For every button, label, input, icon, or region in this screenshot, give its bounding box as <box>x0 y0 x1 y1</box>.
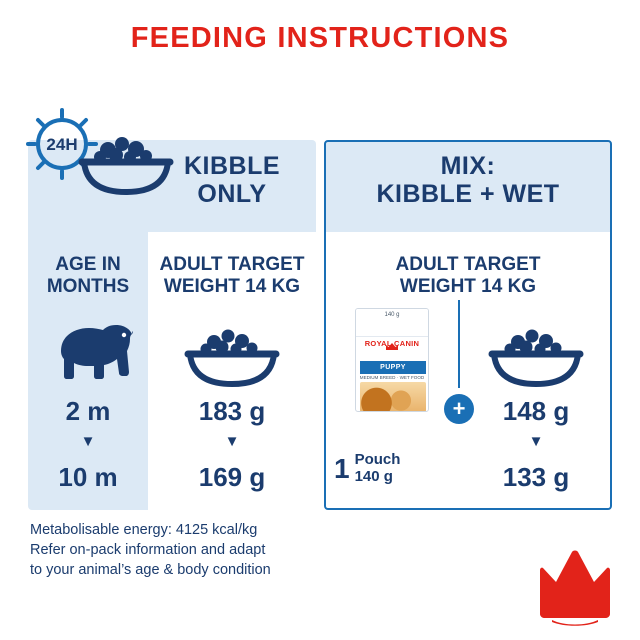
footnote-line1: Metabolisable energy: 4125 kcal/kg <box>30 522 258 538</box>
age-heading-line1: AGE IN <box>55 254 121 275</box>
kibble-value-row1: 183 g <box>198 396 266 426</box>
puppy-silhouette-icon <box>36 318 140 380</box>
mix-heading-line1: MIX: <box>440 152 496 180</box>
footnote-line3: to your animal’s age & body condition <box>30 562 271 578</box>
kibble-target-line1: ADULT TARGET <box>159 254 305 275</box>
mix-heading <box>330 152 606 208</box>
age-value-row1: 2 m <box>65 396 111 426</box>
pouch-pack-subtitle: MEDIUM BREED · WET FOOD <box>359 375 425 380</box>
age-column-heading <box>30 254 146 299</box>
pouch-pack-icon <box>355 308 429 412</box>
svg-text:24H: 24H <box>46 135 78 154</box>
kibble-arrow-icon: ▼ <box>224 433 240 450</box>
royal-canin-crown-logo <box>532 540 618 626</box>
mix-arrow-icon: ▼ <box>528 433 544 450</box>
pouch-label-line2: 140 g <box>354 467 393 485</box>
page-title: FEEDING INSTRUCTIONS <box>130 22 510 54</box>
pouch-pack-range: PUPPY <box>360 361 426 374</box>
pouch-pack-photo <box>360 382 426 412</box>
kibble-adult-target-weight <box>150 254 314 299</box>
plus-icon: + <box>444 394 474 424</box>
pouch-count <box>334 452 442 486</box>
mix-heading-line2: KIBBLE + WET <box>376 180 560 208</box>
age-heading-line2: MONTHS <box>46 276 130 298</box>
footnote <box>30 520 390 580</box>
pouch-pack-weight: 140 g <box>384 312 400 318</box>
kibble-bowl-icon <box>480 318 592 388</box>
kibble-heading-line2: ONLY <box>197 180 267 208</box>
mix-target-line2: WEIGHT 14 KG <box>399 276 537 298</box>
pouch-pack-brand: ROYAL CANIN <box>364 339 420 348</box>
pouch-count-label <box>355 452 401 486</box>
mix-value-row1: 148 g <box>502 396 570 426</box>
kibble-target-line2: WEIGHT 14 KG <box>163 276 301 298</box>
age-value-row2: 10 m <box>58 462 118 492</box>
mix-target-line1: ADULT TARGET <box>395 254 541 275</box>
kibble-only-heading <box>152 152 312 208</box>
kibble-bowl-icon <box>176 318 288 388</box>
mix-column-divider <box>458 300 460 388</box>
pouch-count-number: 1 <box>334 452 350 484</box>
age-arrow-icon: ▼ <box>80 433 96 450</box>
mix-value-row2: 133 g <box>502 462 570 492</box>
mix-adult-target-weight <box>330 254 606 299</box>
footnote-line2: Refer on-pack information and adapt <box>30 542 266 558</box>
kibble-value-row2: 169 g <box>198 462 266 492</box>
pouch-label-line1: Pouch <box>354 451 401 468</box>
kibble-heading-line1: KIBBLE <box>183 152 281 180</box>
